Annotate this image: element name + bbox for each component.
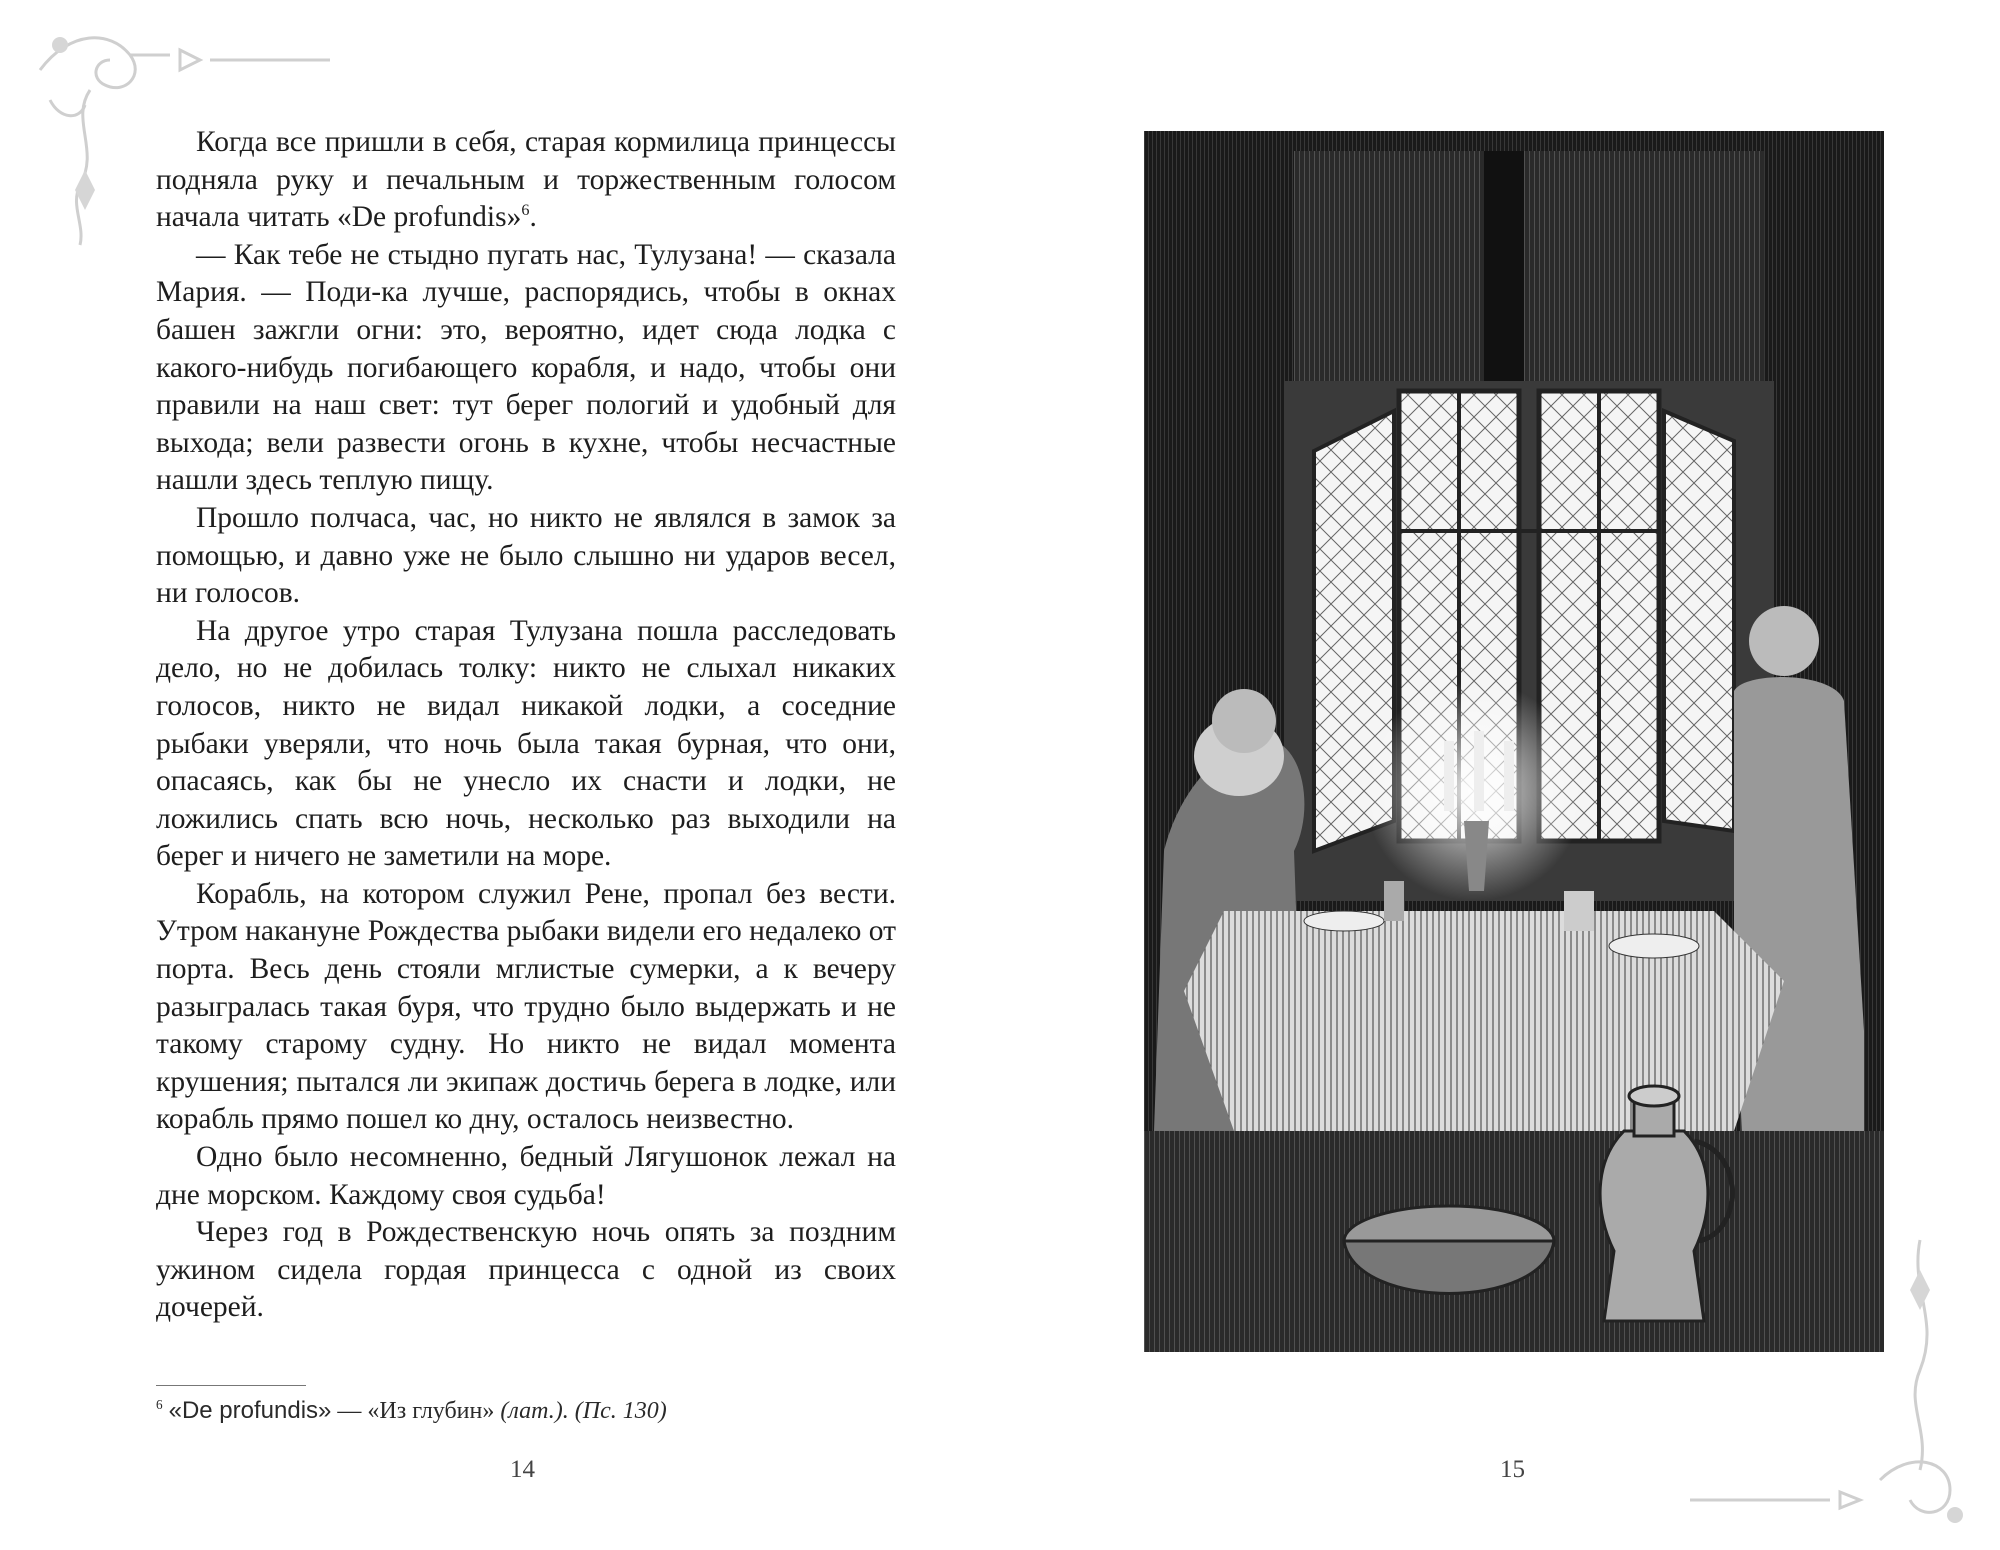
paragraph-1-text: Когда все пришли в себя, старая кормилица принцессы подняла руку и печальным и торжественным голосом начала читать «De profundis» xyxy=(156,126,896,234)
footnote-divider xyxy=(156,1385,306,1386)
footnote-translation: «Из глубин» xyxy=(367,1398,495,1424)
paragraph-1 xyxy=(156,124,896,237)
footnote xyxy=(156,1396,896,1426)
right-page xyxy=(1000,0,2000,1550)
paragraph-3: Прошло полчаса, час, но никто не являлся в замок за помощью, и давно уже не было слышно ни ударов весел, ни голосов. xyxy=(156,501,896,610)
paragraph-2: — Как тебе не стыдно пугать нас, Тулузана! — сказала Мария. — Поди-ка лучше, распорядись, чтобы в окнах башен зажгли огни: это, вероятно, идет сюда лодка с какого-нибудь погибающего корабля, и надо, чтобы они правили на наш свет: тут берег пологий и удобный для выхода; вели развести огонь в кухне, чтобы несчастные нашли здесь теплую пищу. xyxy=(156,238,896,497)
page-number-left: 14 xyxy=(510,1456,535,1483)
illustration-engraving xyxy=(1144,131,1884,1352)
corner-ornament-icon xyxy=(1680,1230,1980,1530)
footnote-source: «De profundis» xyxy=(168,1397,332,1424)
footnote-marker: 6 xyxy=(156,1397,163,1412)
paragraph-4: На другое утро старая Тулузана пошла расследовать дело, но не добилась толку: никто не слыхал никаких голосов, никто не видал никакой лодки, а соседние рыбаки уверяли, что ночь была такая бурная, что они, опасаясь, как бы не унесло их снасти и лодки, не ложились спать всю ночь, несколько раз выходили на берег и ничего не заметили на море. xyxy=(156,614,896,873)
paragraph-6: Одно было несомненно, бедный Лягушонок лежал на дне морском. Каждому своя судьба! xyxy=(156,1141,896,1211)
body-text xyxy=(156,124,896,1327)
footnote-note: (лат.). (Пс. 130) xyxy=(494,1398,667,1424)
page-number-right: 15 xyxy=(1500,1456,1525,1483)
paragraph-5: Корабль, на котором служил Рене, пропал без вести. Утром накануне Рождества рыбаки видели его недалеко от порта. Весь день стояли мглистые сумерки, а к вечеру разыгралась такая буря, что трудно было выдержать и не такому старому судну. Но никто не видал момента крушения; пытался ли экипаж достичь берега в лодке, или корабль прямо пошел ко дну, осталось неизвестно. xyxy=(156,877,897,1136)
footnote-dash: — xyxy=(331,1398,368,1424)
footnote-ref[interactable]: 6 xyxy=(521,201,530,220)
paragraph-1-tail: . xyxy=(529,201,537,234)
paragraph-7: Через год в Рождественскую ночь опять за поздним ужином сидела гордая принцесса с одной из своих дочерей. xyxy=(156,1216,896,1324)
engraving-image xyxy=(1144,131,1884,1352)
